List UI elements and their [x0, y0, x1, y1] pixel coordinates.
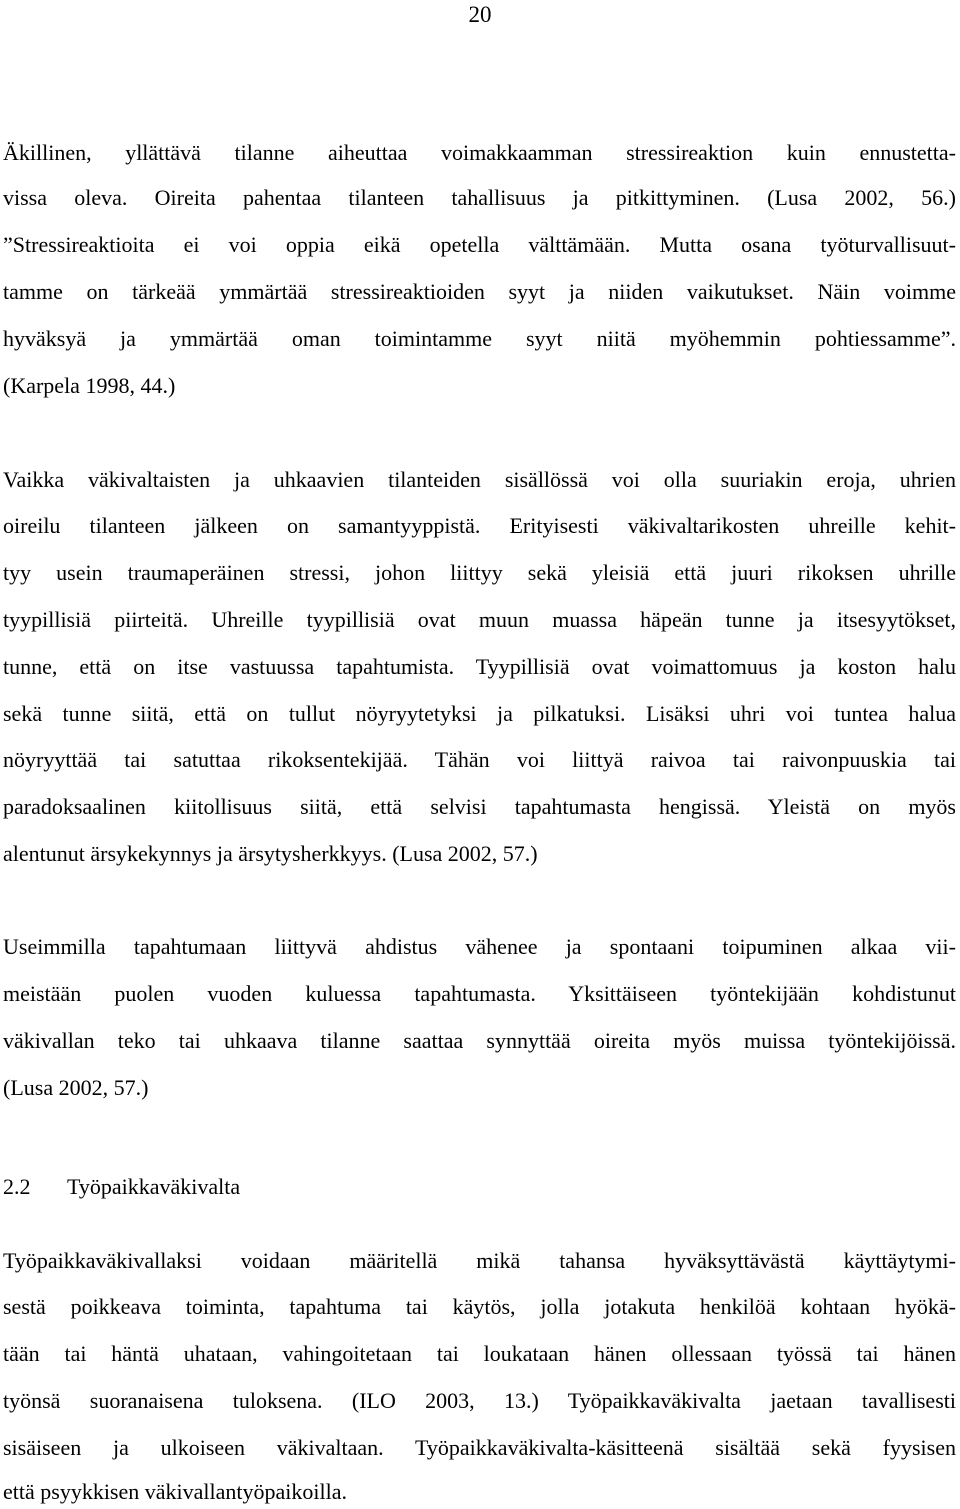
paragraph-4-line: että psyykkisen väkivallantyöpaikoilla. — [3, 1479, 347, 1504]
page-number: 20 — [468, 2, 492, 27]
paragraph-2-line: tyy usein traumaperäinen stressi, johon liittyy sekä yleisiä että juuri rikoksen uhrille — [3, 560, 956, 585]
paragraph-1-line: tamme on tärkeää ymmärtää stressireaktioiden syyt ja niiden vaikutukset. Näin voimme — [3, 279, 956, 304]
paragraph-2-line: oireilu tilanteen jälkeen on samantyyppistä. Erityisesti väkivaltarikosten uhreille kehit- — [3, 513, 956, 538]
paragraph-4-line: tään tai häntä uhataan, vahingoitetaan tai loukataan hänen ollessaan työssä tai hänen — [3, 1341, 956, 1366]
paragraph-2-line: tyypillisiä piirteitä. Uhreille tyypillisiä ovat muun muassa häpeän tunne ja itsesyytökset, — [3, 607, 956, 632]
section-title: Työpaikkaväkivalta — [67, 1174, 241, 1199]
paragraph-4-line: Työpaikkaväkivallaksi voidaan määritellä mikä tahansa hyväksyttävästä käyttäytymi- — [3, 1248, 956, 1273]
paragraph-1-line: ”Stressireaktioita ei voi oppia eikä opetella välttämään. Mutta osana työturvallisuut- — [3, 232, 956, 257]
paragraph-2-line: paradoksaalinen kiitollisuus siitä, että selvisi tapahtumasta hengissä. Yleistä on myös — [3, 794, 956, 819]
paragraph-2-line: nöyryyttää tai satuttaa rikoksentekijää. Tähän voi liittyä raivoa tai raivonpuuskia tai — [3, 747, 956, 772]
section-heading — [3, 1172, 956, 1202]
paragraph-1-line: hyväksyä ja ymmärtää oman toimintamme syyt niitä myöhemmin pohtiessamme”. — [3, 326, 956, 351]
paragraph-1-line: vissa oleva. Oireita pahentaa tilanteen tahallisuus ja pitkittyminen. (Lusa 2002, 56.) — [3, 185, 956, 210]
paragraph-3-line: meistään puolen vuoden kuluessa tapahtumasta. Yksittäiseen työntekijään kohdistunut — [3, 981, 956, 1006]
paragraph-4-line: sestä poikkeava toiminta, tapahtuma tai käytös, jolla jotakuta henkilöä kohtaan hyökä- — [3, 1294, 956, 1319]
paragraph-2-line: sekä tunne siitä, että on tullut nöyryytetyksi ja pilkatuksi. Lisäksi uhri voi tuntea halua — [3, 701, 956, 726]
paragraph-2-line: alentunut ärsykekynnys ja ärsytysherkkyys. (Lusa 2002, 57.) — [3, 841, 538, 866]
paragraph-2-line: tunne, että on itse vastuussa tapahtumista. Tyypillisiä ovat voimattomuus ja koston halu — [3, 654, 956, 679]
paragraph-1-line: (Karpela 1998, 44.) — [3, 373, 176, 398]
section-number: 2.2 — [3, 1174, 31, 1199]
paragraph-2-line: Vaikka väkivaltaisten ja uhkaavien tilanteiden sisällössä voi olla suuriakin eroja, uhrien — [3, 467, 956, 492]
paragraph-3-line: (Lusa 2002, 57.) — [3, 1075, 149, 1100]
paragraph-4-line: sisäiseen ja ulkoiseen väkivaltaan. Työpaikkaväkivalta-käsitteenä sisältää sekä fyysisen — [3, 1435, 956, 1460]
paragraph-3-line: väkivallan teko tai uhkaava tilanne saattaa synnyttää oireita myös muissa työntekijöissä. — [3, 1028, 956, 1053]
paragraph-1-line: Äkillinen, yllättävä tilanne aiheuttaa voimakkaamman stressireaktion kuin ennustetta- — [3, 140, 956, 165]
paragraph-3-line: Useimmilla tapahtumaan liittyvä ahdistus vähenee ja spontaani toipuminen alkaa vii- — [3, 934, 956, 959]
paragraph-4-line: työnsä suoranaisena tuloksena. (ILO 2003, 13.) Työpaikkaväkivalta jaetaan tavallisesti — [3, 1388, 956, 1413]
